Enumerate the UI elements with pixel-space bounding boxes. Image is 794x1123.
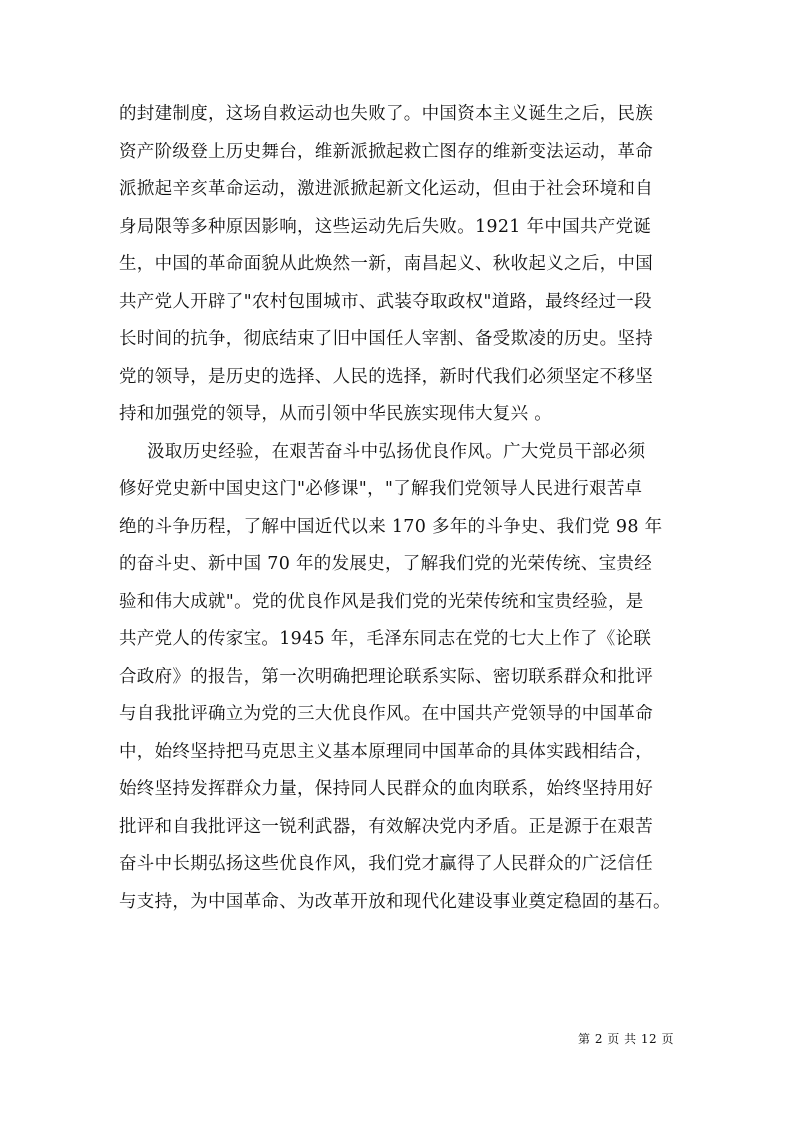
text-line: 批评和自我批评这一锐利武器，有效解决党内矛盾。正是源于在艰苦	[119, 816, 653, 837]
page-number-footer: 第 2 页 共 12 页	[578, 1032, 674, 1046]
paragraph-1	[119, 96, 679, 434]
text-line: 党的领导，是历史的选择、人民的选择，新时代我们必须坚定不移坚	[119, 366, 653, 387]
text-line: 奋斗中长期弘扬这些优良作风，我们党才赢得了人民群众的广泛信任	[119, 854, 653, 874]
text-line: 共产党人开辟了"农村包围城市、武装夺取政权"道路，最终经过一段	[119, 291, 652, 312]
text-line: 派掀起辛亥革命运动，激进派掀起新文化运动，但由于社会环境和自	[119, 179, 653, 199]
text-line: 始终坚持发挥群众力量，保持同人民群众的血肉联系，始终坚持用好	[119, 779, 653, 799]
text-line: 汲取历史经验，在艰苦奋斗中弘扬优良作风。广大党员干部必须	[147, 441, 646, 462]
text-line: 的奋斗史、新中国 70 年的发展史，了解我们党的光荣传统、宝贵经	[119, 554, 652, 574]
text-line: 与支持，为中国革命、为改革开放和现代化建设事业奠定稳固的基石。	[119, 891, 671, 912]
text-line: 身局限等多种原因影响，这些运动先后失败。1921 年中国共产党诞	[119, 216, 652, 237]
text-line: 验和伟大成就"。党的优良作风是我们党的光荣传统和宝贵经验，是	[119, 591, 644, 612]
text-line: 与自我批评确立为党的三大优良作风。在中国共产党领导的中国革命	[119, 704, 653, 724]
text-line: 持和加强党的领导，从而引领中华民族实现伟大复兴 。	[119, 404, 553, 424]
text-line: 绝的斗争历程，了解中国近代以来 170 多年的斗争史、我们党 98 年	[119, 516, 663, 537]
text-line: 生，中国的革命面貌从此焕然一新，南昌起义、秋收起义之后，中国	[119, 254, 653, 274]
text-line: 修好党史新中国史这门"必修课"，"了解我们党领导人民进行艰苦卓	[119, 479, 643, 499]
document-body	[119, 96, 679, 921]
paragraph-2	[119, 434, 679, 922]
text-line: 共产党人的传家宝。1945 年，毛泽东同志在党的七大上作了《论联	[119, 629, 652, 649]
text-line: 的封建制度，这场自救运动也失败了。中国资本主义诞生之后，民族	[119, 104, 653, 124]
text-line: 中，始终坚持把马克思主义基本原理同中国革命的具体实践相结合，	[119, 741, 653, 762]
text-line: 合政府》的报告，第一次明确把理论联系实际、密切联系群众和批评	[119, 666, 653, 687]
text-line: 长时间的抗争，彻底结束了旧中国任人宰割、备受欺凌的历史。坚持	[119, 329, 653, 349]
text-line: 资产阶级登上历史舞台，维新派掀起救亡图存的维新变法运动，革命	[119, 141, 653, 162]
